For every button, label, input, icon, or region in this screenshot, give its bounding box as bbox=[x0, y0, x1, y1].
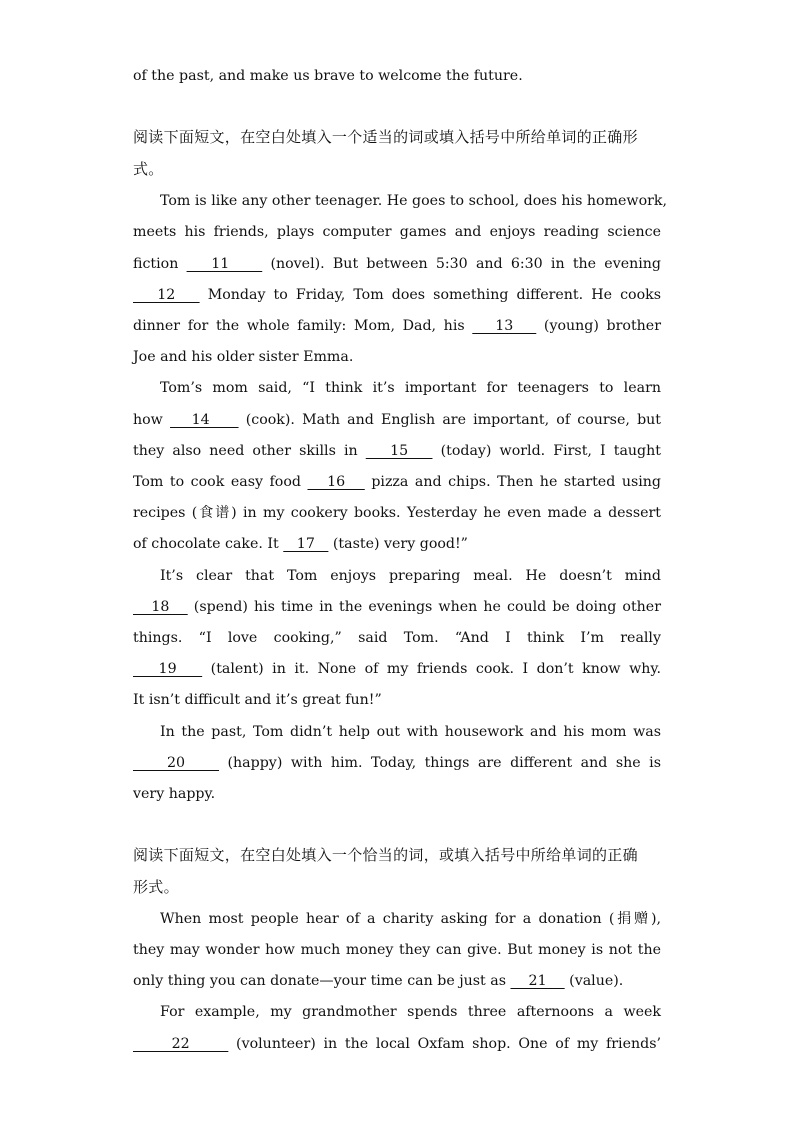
text-line bbox=[133, 222, 661, 242]
text-line bbox=[133, 347, 661, 367]
answer-blank[interactable]: 13 bbox=[472, 318, 537, 334]
line-text: only thing you can donate—your time can be just as bbox=[133, 973, 511, 989]
answer-blank[interactable]: 19 bbox=[133, 661, 203, 677]
text-line bbox=[133, 410, 661, 430]
text-line bbox=[133, 254, 661, 274]
line-text: For example, my grandmother spends three afternoons a week bbox=[160, 1004, 661, 1020]
text-line bbox=[133, 285, 661, 305]
text-line bbox=[133, 940, 661, 960]
text-line bbox=[133, 378, 661, 398]
answer-blank[interactable]: 11 bbox=[186, 256, 263, 272]
passage1-instruction-cont: 式。 bbox=[133, 160, 164, 178]
passage2-instruction: 阅读下面短文，在空白处填入一个恰当的词，或填入括号中所给单词的正确 bbox=[133, 846, 638, 864]
answer-blank[interactable]: 12 bbox=[133, 287, 200, 303]
line-text: Tom’s mom said, “I think it’s important for teenagers to learn bbox=[160, 380, 661, 396]
line-text: dinner for the whole family: Mom, Dad, his bbox=[133, 318, 473, 334]
text-line bbox=[133, 971, 661, 991]
line-text: Monday to Friday, Tom does something different. He cooks bbox=[199, 287, 661, 303]
text-line bbox=[133, 597, 661, 617]
text-line bbox=[133, 659, 661, 679]
intro-line: of the past, and make us brave to welcome the future. bbox=[133, 68, 523, 84]
line-text: things. “I love cooking,” said Tom. “And I think I’m really bbox=[133, 630, 661, 646]
answer-blank[interactable]: 17 bbox=[283, 536, 329, 552]
line-text: (cook). Math and English are important, of course, but bbox=[238, 412, 661, 428]
line-text: very happy. bbox=[133, 786, 216, 802]
line-text: pizza and chips. Then he started using bbox=[364, 474, 661, 490]
line-text: of chocolate cake. It bbox=[133, 536, 284, 552]
line-text: Joe and his older sister Emma. bbox=[133, 349, 354, 365]
line-text: (spend) his time in the evenings when he could be doing other bbox=[187, 599, 661, 615]
line-text: It isn’t difficult and it’s great fun!” bbox=[133, 692, 382, 708]
text-line bbox=[133, 1002, 661, 1022]
text-line bbox=[133, 534, 661, 554]
line-text: It’s clear that Tom enjoys preparing meal. He doesn’t mind bbox=[160, 568, 661, 584]
text-line bbox=[133, 441, 661, 461]
line-text: (novel). But between 5:30 and 6:30 in the evening bbox=[262, 256, 662, 272]
line-text: (value). bbox=[564, 973, 624, 989]
line-text: (taste) very good!” bbox=[328, 536, 468, 552]
line-text: recipes (食谱) in my cookery books. Yesterday he even made a dessert bbox=[133, 505, 661, 521]
text-line bbox=[133, 472, 661, 492]
line-text: (today) world. First, I taught bbox=[432, 443, 661, 459]
line-text: meets his friends, plays computer games and enjoys reading science bbox=[133, 224, 661, 240]
text-line bbox=[133, 753, 661, 773]
line-text: (volunteer) in the local Oxfam shop. One of my friends’ bbox=[228, 1036, 661, 1052]
text-line bbox=[133, 722, 661, 742]
text-line bbox=[133, 191, 667, 211]
text-line bbox=[133, 503, 661, 523]
line-text: (young) brother bbox=[536, 318, 661, 334]
text-line bbox=[133, 566, 661, 586]
text-line bbox=[133, 784, 661, 804]
answer-blank[interactable]: 22 bbox=[133, 1036, 229, 1052]
line-text: (talent) in it. None of my friends cook. I don’t know why. bbox=[202, 661, 661, 677]
answer-blank[interactable]: 16 bbox=[307, 474, 365, 490]
answer-blank[interactable]: 18 bbox=[133, 599, 188, 615]
line-text: how bbox=[133, 412, 171, 428]
passage1-instruction: 阅读下面短文，在空白处填入一个适当的词或填入括号中所给单词的正确形 bbox=[133, 128, 638, 146]
answer-blank[interactable]: 14 bbox=[170, 412, 239, 428]
text-line bbox=[133, 909, 661, 929]
text-line bbox=[133, 316, 661, 336]
answer-blank[interactable]: 15 bbox=[365, 443, 433, 459]
answer-blank[interactable]: 21 bbox=[510, 973, 565, 989]
line-text: When most people hear of a charity asking for a donation (捐赠), bbox=[160, 911, 661, 927]
line-text: they also need other skills in bbox=[133, 443, 366, 459]
passage2-instruction-cont: 形式。 bbox=[133, 878, 179, 896]
line-text: they may wonder how much money they can give. But money is not the bbox=[133, 942, 661, 958]
text-line bbox=[133, 690, 661, 710]
answer-blank[interactable]: 20 bbox=[133, 755, 220, 771]
line-text: Tom to cook easy food bbox=[133, 474, 308, 490]
text-line bbox=[133, 628, 661, 648]
line-text: fiction bbox=[133, 256, 187, 272]
line-text: Tom is like any other teenager. He goes to school, does his homework, bbox=[160, 193, 667, 209]
line-text: In the past, Tom didn’t help out with housework and his mom was bbox=[160, 724, 661, 740]
text-line bbox=[133, 1034, 661, 1054]
line-text: (happy) with him. Today, things are different and she is bbox=[219, 755, 661, 771]
